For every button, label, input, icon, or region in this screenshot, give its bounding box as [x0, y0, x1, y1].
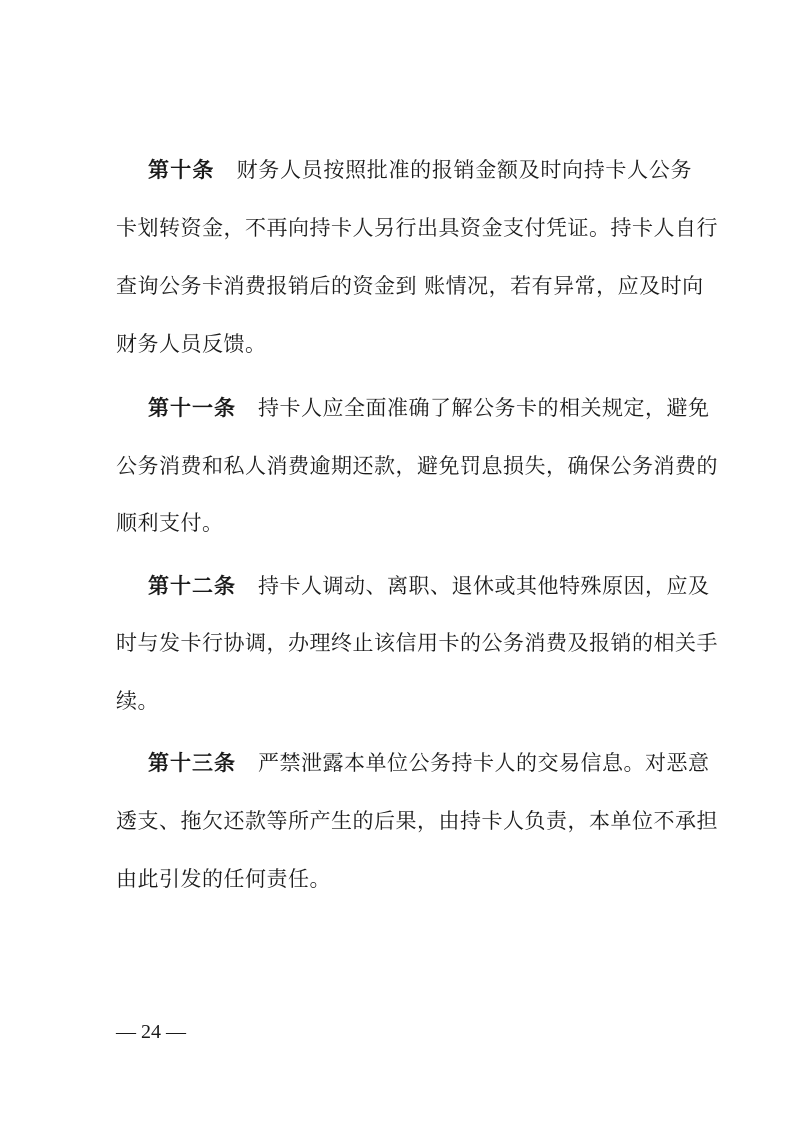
- article-11-line-2: 公务消费和私人消费逾期还款，避免罚息损失，确保公务消费的: [116, 454, 718, 478]
- article-12-heading: 第十二条: [148, 574, 236, 598]
- article-12-line-1: 第十二条 持卡人调动、离职、退休或其他特殊原因，应及: [148, 574, 710, 598]
- article-13-line-2: 透支、拖欠还款等所产生的后果，由持卡人负责，本单位不承担: [116, 809, 718, 833]
- article-12-line-2: 时与发卡行协调，办理终止该信用卡的公务消费及报销的相关手: [116, 631, 718, 655]
- article-13-heading: 第十三条: [148, 751, 236, 775]
- article-10-line-2: 卡划转资金，不再向持卡人另行出具资金支付凭证。持卡人自行: [116, 216, 718, 240]
- article-10-line-3: 查询公务卡消费报销后的资金到 账情况，若有异常，应及时向: [116, 274, 704, 298]
- article-10-heading: 第十条: [148, 158, 215, 182]
- article-13-line-3: 由此引发的任何责任。: [116, 867, 331, 891]
- article-11-line-3: 顺利支付。: [116, 511, 224, 535]
- article-10-line-4: 财务人员反馈。: [116, 332, 267, 356]
- article-12-line-3: 续。: [116, 689, 159, 713]
- article-10-line-1: 第十条 财务人员按照批准的报销金额及时向持卡人公务: [148, 158, 693, 182]
- page-number: — 24 —: [116, 1021, 186, 1043]
- article-11-line-1: 第十一条 持卡人应全面准确了解公务卡的相关规定，避免: [148, 396, 710, 420]
- article-11-heading: 第十一条: [148, 396, 236, 420]
- article-13-line-1: 第十三条 严禁泄露本单位公务持卡人的交易信息。对恶意: [148, 751, 710, 775]
